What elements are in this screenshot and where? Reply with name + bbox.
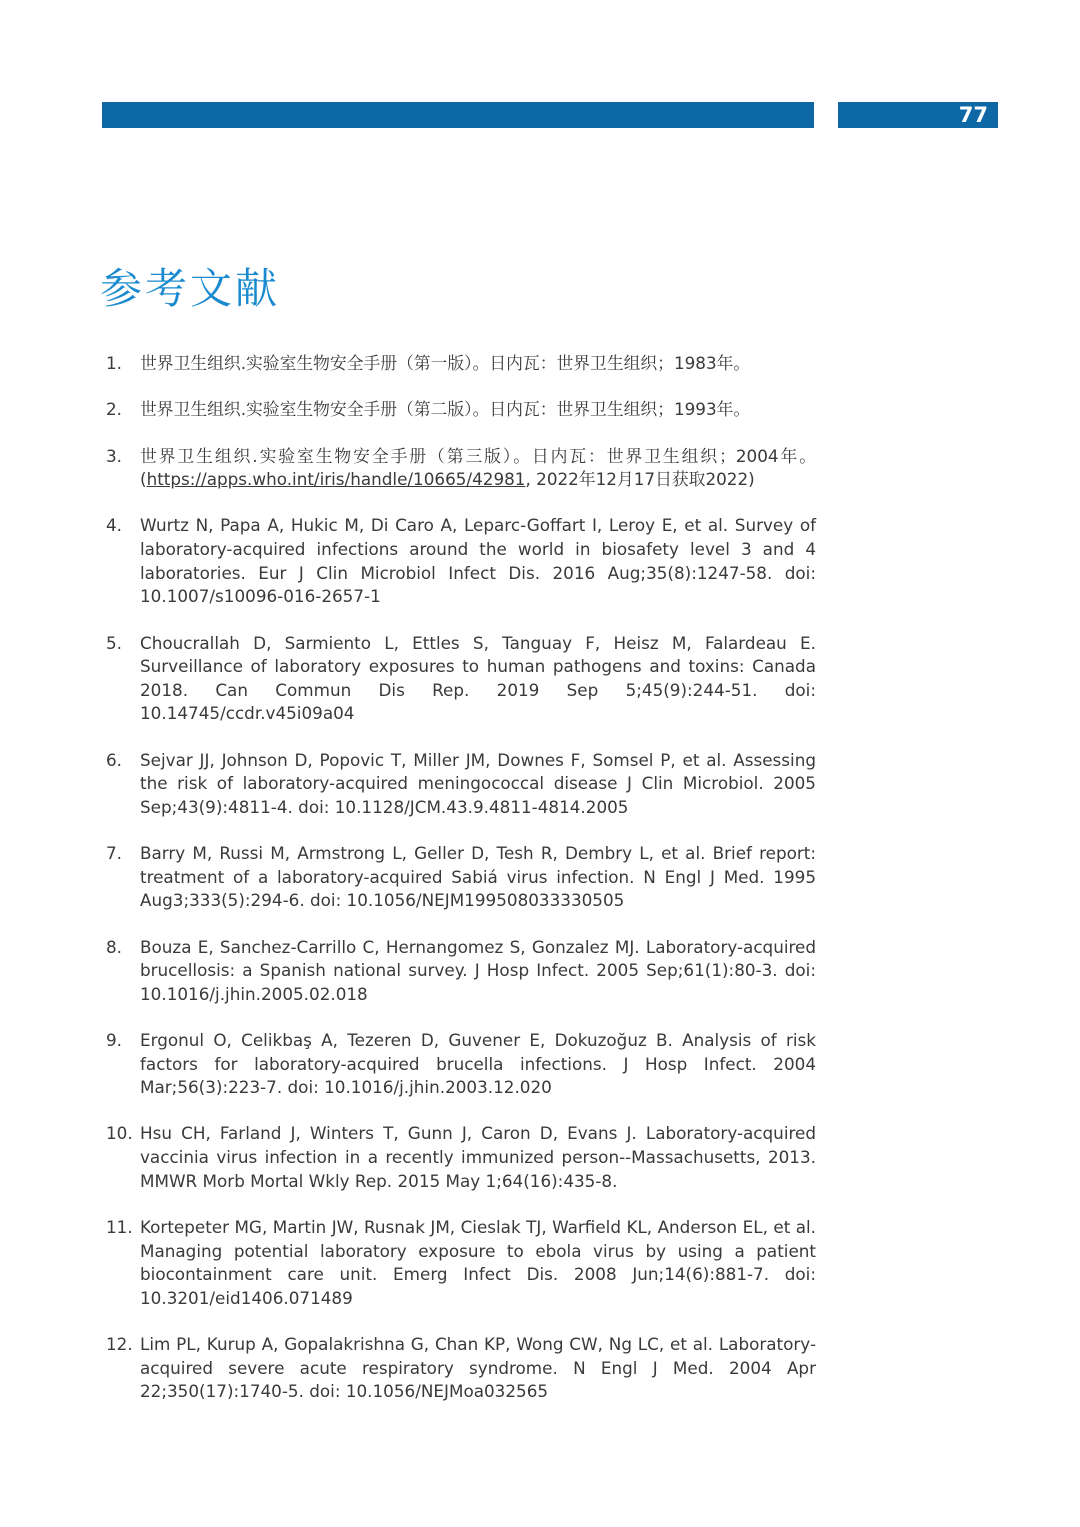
reference-item	[106, 749, 816, 820]
reference-text: Ergonul O, Celikbaş A, Tezeren D, Guvener E, Dokuzoğuz B. Analysis of risk factors for laboratory-acquired brucella infections. J Hosp Infect. 2004 Mar;56(3):223-7. doi: 10.1016/j.jhin.2003.12.020	[140, 1029, 816, 1098]
page-number: 77	[838, 102, 998, 128]
reference-text: 世界卫生组织.实验室生物安全手册（第三版）。日内瓦：世界卫生组织；2004年。(	[140, 445, 816, 490]
reference-number: 1.	[106, 353, 123, 373]
reference-item	[106, 1122, 816, 1193]
reference-number: 7.	[106, 843, 123, 864]
reference-number: 4.	[106, 515, 123, 536]
reference-item	[106, 1029, 816, 1100]
reference-number: 8.	[106, 936, 123, 957]
header-bar-left	[102, 102, 814, 128]
reference-number: 2.	[106, 399, 123, 420]
reference-text-suffix: , 2022年12月17日获取2022)	[525, 469, 755, 490]
reference-text: 世界卫生组织.实验室生物安全手册（第一版）。日内瓦：世界卫生组织；1983年。	[140, 353, 751, 373]
reference-number: 10.	[106, 1123, 133, 1144]
reference-item	[106, 936, 816, 1007]
reference-text: Wurtz N, Papa A, Hukic M, Di Caro A, Leparc-Goffart I, Leroy E, et al. Survey of laboratory-acquired infections around the world in biosafety level 3 and 4 laboratories. Eur J Clin Microbiol Infect Dis. 2016 Aug;35(8):1247-58. doi: 10.1007/s10096-016-2657-1	[140, 515, 816, 607]
reference-item	[106, 1216, 816, 1310]
reference-link[interactable]: https://apps.who.int/iris/handle/10665/42981	[146, 469, 526, 490]
page-title: 参考文献	[100, 264, 281, 313]
reference-item	[106, 445, 816, 492]
reference-item	[106, 514, 816, 608]
reference-number: 12.	[106, 1333, 133, 1354]
reference-text: Hsu CH, Farland J, Winters T, Gunn J, Caron D, Evans J. Laboratory-acquired vaccinia virus infection in a recently immunized person--Massachusetts, 2013. MMWR Morb Mortal Wkly Rep. 2015 May 1;64(16):435-8.	[140, 1123, 816, 1191]
reference-item	[106, 842, 816, 913]
reference-text: Choucrallah D, Sarmiento L, Ettles S, Tanguay F, Heisz M, Falardeau E. Surveillance of laboratory exposures to human pathogens and toxins: Canada 2018. Can Commun Dis Rep. 2019 Sep 5;45(9):244-51. doi: 10.14745/ccdr.v45i09a04	[140, 632, 816, 724]
reference-text: 世界卫生组织.实验室生物安全手册（第二版）。日内瓦：世界卫生组织；1993年。	[140, 399, 751, 420]
reference-text: Sejvar JJ, Johnson D, Popovic T, Miller JM, Downes F, Somsel P, et al. Assessing the risk of laboratory-acquired meningococcal disease J Clin Microbiol. 2005 Sep;43(9):4811-4. doi: 10.1128/JCM.43.9.4811-4814.2005	[140, 749, 816, 817]
reference-number: 5.	[106, 632, 123, 653]
reference-item	[106, 1333, 816, 1404]
reference-number: 11.	[106, 1216, 133, 1237]
reference-text: Lim PL, Kurup A, Gopalakrishna G, Chan KP, Wong CW, Ng LC, et al. Laboratory-acquired severe acute respiratory syndrome. N Engl J Med. 2004 Apr 22;350(17):1740-5. doi: 10.1056/NEJMoa032565	[140, 1333, 816, 1402]
reference-item	[106, 632, 816, 726]
reference-list	[106, 352, 816, 1426]
reference-item	[106, 352, 816, 376]
reference-text: Bouza E, Sanchez-Carrillo C, Hernangomez S, Gonzalez MJ. Laboratory-acquired brucellosis: a Spanish national survey. J Hosp Infect. 2005 Sep;61(1):80-3. doi: 10.1016/j.jhin.2005.02.018	[140, 936, 816, 1004]
reference-text: Barry M, Russi M, Armstrong L, Geller D, Tesh R, Dembry L, et al. Brief report: treatment of a laboratory-acquired Sabiá virus infection. N Engl J Med. 1995 Aug3;333(5):294-6. doi: 10.1056/NEJM199508033330505	[140, 843, 816, 911]
reference-item	[106, 398, 816, 422]
reference-number: 6.	[106, 749, 123, 770]
reference-number: 9.	[106, 1029, 123, 1050]
reference-text: Kortepeter MG, Martin JW, Rusnak JM, Cieslak TJ, Warfield KL, Anderson EL, et al. Managing potential laboratory exposure to ebola virus by using a patient biocontainment care unit. Emerg Infect Dis. 2008 Jun;14(6):881-7. doi: 10.3201/eid1406.071489	[140, 1216, 816, 1308]
reference-number: 3.	[106, 445, 123, 466]
